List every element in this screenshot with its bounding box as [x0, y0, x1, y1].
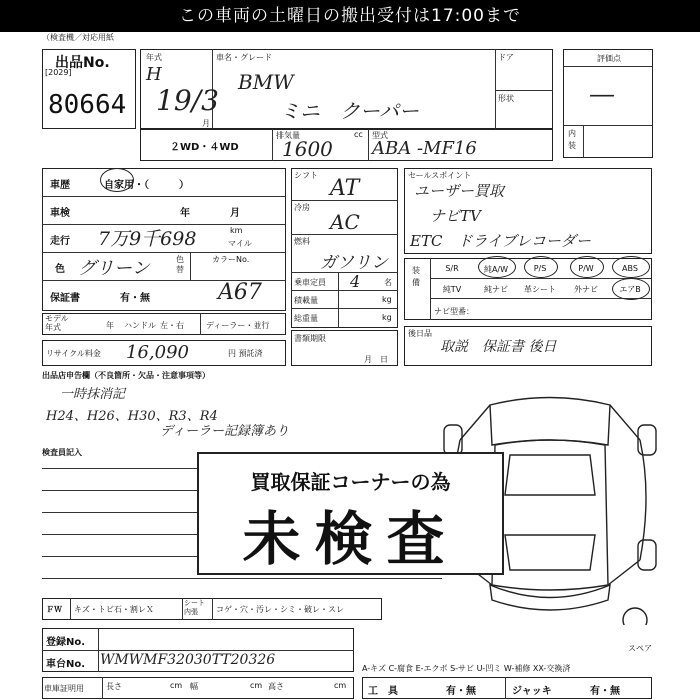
notes-line3: ディーラー記録簿あり [160, 424, 289, 439]
type-value: ABA -MF16 [372, 138, 477, 159]
sales-label: セールスポイント [408, 171, 472, 180]
lot-number: 80664 [48, 90, 127, 120]
load-label: 積載量 [294, 296, 318, 305]
vehicle-make: BMW [238, 70, 294, 94]
color-value: グリーン [78, 258, 150, 279]
notes-label: 出品店申告欄（不良箇所・欠品・注意事項等） [42, 371, 210, 380]
shift-value: AT [330, 176, 360, 201]
equip-ps: P/S [533, 264, 547, 273]
docs-unit: 月 日 [364, 355, 388, 364]
year-unit: 月 [202, 119, 210, 128]
registration-label: 登録No. [46, 637, 86, 648]
cert-length: 長さ [106, 682, 122, 691]
spare-label: スペア [628, 644, 652, 653]
seat-label: シート内張 [184, 599, 205, 616]
cc-unit: cc [354, 130, 363, 139]
equip-aw: 純A/W [483, 265, 509, 274]
notes-line1: 一時抹消記 [60, 387, 126, 402]
jack-label: ジャッキ [512, 686, 552, 697]
fuel-value: ガソリン [320, 253, 388, 273]
not-inspected-stamp [197, 452, 504, 575]
stamp-line1: 買取保証コーナーの為 [250, 470, 451, 494]
dealer-label: ディーラー・並行 [206, 321, 270, 330]
cert-length-unit: cm [170, 681, 183, 690]
name-label: 車名・グレード [216, 53, 272, 62]
inspection-units: 年 月 [180, 208, 240, 219]
mileage-km: km [230, 226, 243, 235]
history-value: 自家用・（ ） [104, 180, 189, 191]
aw-circle [478, 256, 516, 278]
inspection-label: 車検 [50, 208, 70, 219]
after-value: 取説 保証書 後日 [440, 339, 557, 355]
score-label: 評価点 [597, 54, 621, 63]
navi-model-label: ナビ型番： [434, 307, 474, 316]
cert-width: 幅 [190, 682, 198, 691]
abs-circle [612, 256, 650, 278]
sales-line3: ETC ドライブレコーダー [410, 232, 591, 250]
score-value: ― [590, 80, 614, 108]
lot-label: 出品No. [55, 55, 110, 71]
ac-label: 冷房 [294, 203, 310, 212]
year-value: 19/3 [156, 84, 219, 117]
capacity-label: 乗車定員 [294, 278, 326, 287]
year-era: H [146, 64, 162, 85]
model-year-unit: 年 [106, 321, 114, 330]
type-label: 型式 [372, 131, 388, 140]
year-label: 年式 [146, 53, 162, 62]
garage-cert-row [42, 677, 354, 699]
seat-text: コゲ・穴・汚レ・シミ・破レ・スレ [216, 605, 344, 614]
load-unit: kg [382, 295, 392, 304]
interior-label: 内装 [568, 129, 576, 150]
sales-line1: ユーザー買取 [414, 182, 505, 200]
jack-value: 有・無 [590, 686, 620, 697]
docs-label: 書類期限 [294, 334, 326, 343]
inspector-label: 検査員記入 [42, 448, 82, 457]
model-label: モデル年式 [45, 314, 69, 332]
fuel-label: 燃料 [294, 237, 310, 246]
drive-label: ２WD・４WD [170, 142, 239, 153]
mileage-mile: マイル [228, 239, 252, 248]
equipment-label: 装備 [412, 266, 420, 287]
legend: A-キズ C-腐食 E-エクボ S-サビ U-凹ミ W-補修 XX-交換済 [362, 664, 571, 673]
warranty-label: 保証書 [50, 293, 80, 304]
equip-navi: 純ナビ [484, 285, 508, 294]
ac-value: AC [330, 210, 360, 234]
handle-label: ハンドル [124, 321, 156, 330]
airbag-circle [612, 278, 650, 300]
history-label: 車歴 [50, 180, 70, 191]
shift-label: シフト [294, 171, 318, 180]
weight-label: 総重量 [294, 314, 318, 323]
mileage-label: 走行 [50, 236, 70, 247]
cc-value: 1600 [282, 137, 333, 161]
equip-airbag: エアB [619, 285, 641, 294]
equip-ext-navi: 外ナビ [574, 285, 598, 294]
pw-circle [570, 256, 604, 278]
tools-label: 工 具 [368, 686, 398, 697]
capacity-unit: 名 [384, 278, 392, 287]
recycle-label: リサイクル料金 [46, 349, 101, 358]
tools-value: 有・無 [446, 686, 476, 697]
warranty-value: 有・無 [120, 293, 150, 304]
color-no-value: A67 [218, 280, 262, 305]
equip-tv: 純TV [442, 285, 462, 294]
mileage-value: 7万9千698 [98, 228, 197, 250]
form-header-fragment: （検査機／対応用紙 [42, 33, 114, 42]
lot-sub-number: [2029] [45, 68, 72, 77]
equip-abs: ABS [622, 264, 638, 273]
equip-pw: P/W [578, 264, 594, 273]
notes-line2: H24、H26、H30、R3、R4 [46, 409, 218, 424]
stamp-line2: 未検査 [242, 505, 459, 573]
color-change-label: 色替 [176, 255, 184, 274]
color-no-label: カラーNo. [212, 255, 250, 264]
fw-label: ＦＷ [46, 605, 62, 614]
sales-line2: ナビTV [430, 207, 481, 225]
recycle-value: 16,090 [126, 342, 189, 363]
shape-label: 形状 [498, 94, 514, 103]
chassis-value: WMWMF32030TT20326 [100, 652, 276, 668]
recycle-unit: 円 預託済 [228, 349, 263, 358]
garage-cert-label: 車庫証明用 [44, 684, 84, 693]
weight-unit: kg [382, 313, 392, 322]
cert-height: 高さ [268, 682, 284, 691]
cert-width-unit: cm [250, 681, 263, 690]
cc-label: 排気量 [276, 131, 300, 140]
ps-circle [524, 256, 558, 278]
fw-text: キズ・トビ石・割レＸ [74, 605, 154, 614]
equip-leather: 革シート [524, 285, 556, 294]
vehicle-model: ミニ クーパー [280, 99, 419, 123]
chassis-label: 車台No. [46, 659, 86, 670]
equip-sr: S/R [445, 264, 459, 273]
pickup-banner: この車両の土曜日の搬出受付は17:00まで [0, 0, 700, 32]
door-label: ドア [498, 53, 514, 62]
color-label: 色 [55, 264, 65, 275]
capacity-value: 4 [350, 272, 361, 291]
cert-height-unit: cm [334, 681, 347, 690]
handle-value: 左・右 [160, 321, 184, 330]
after-label: 後日品 [408, 329, 432, 338]
